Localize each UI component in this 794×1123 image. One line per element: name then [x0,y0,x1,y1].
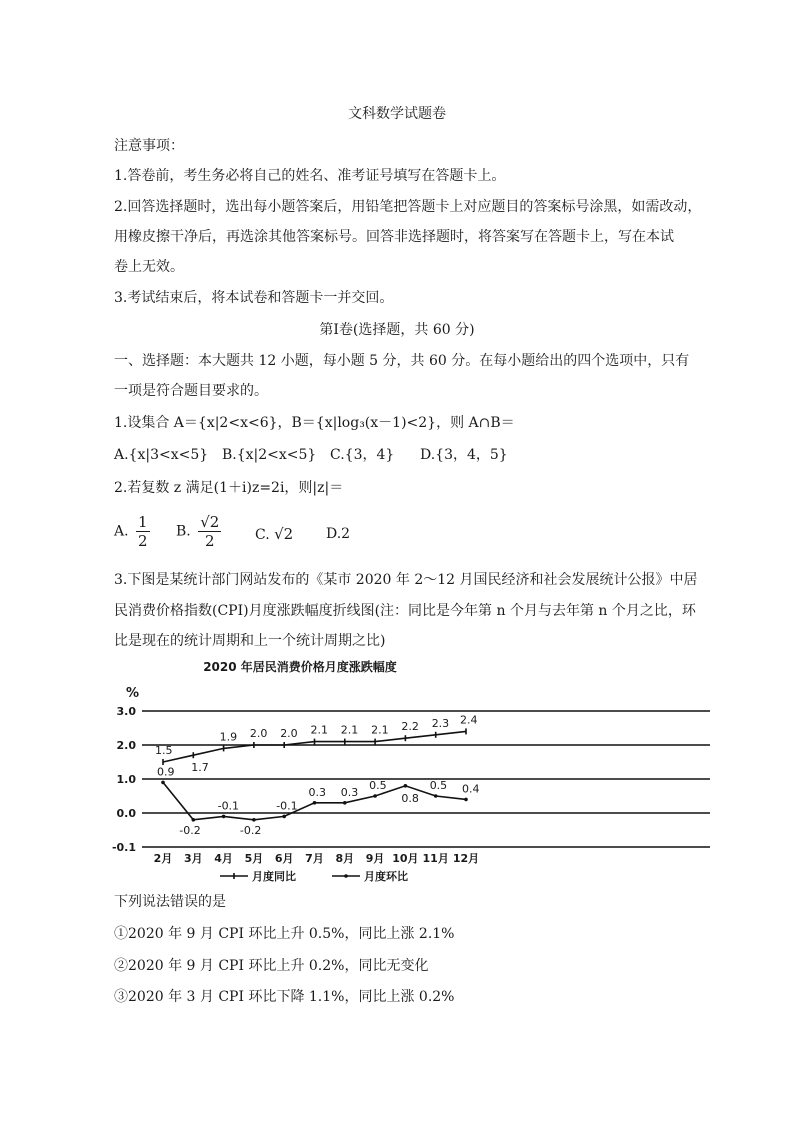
chart-y-ticks [112,705,136,854]
question-2-stem: 2.若复数 z 满足(1＋i)z=2i，则|z|＝ [114,480,344,496]
chart-data-label: 2.3 [431,716,450,730]
section-intro: 一、选择题：本大题共 12 小题，每小题 5 分，共 60 分。在每小题给出的四个选项中，只有 [114,353,690,369]
chart-data-label: 0.8 [401,791,419,805]
chart-data-label: 2.1 [310,723,328,737]
chart-y-axis-label: % [126,686,140,701]
chart-x-tick-label: 7月 [305,852,324,865]
notice-item: 3.考试结束后，将本试卷和答题卡一并交回。 [114,290,394,306]
chart-legend [220,869,408,883]
chart-x-ticks [154,852,479,865]
chart-point [192,818,196,822]
fraction-numerator: √2 [200,513,220,531]
chart-data-label: -0.1 [217,799,240,813]
chart-x-tick-label: 4月 [214,852,233,865]
statement: ②2020 年 9 月 CPI 环比上升 0.2%，同比无变化 [114,958,429,974]
q2-option-a [114,513,150,550]
chart-data-label: 0.3 [340,785,359,799]
q1-option-a: A.{x|3<x<5} [114,447,209,463]
chart-data-label: 1.5 [155,744,173,757]
chart-point [313,801,317,805]
chart-x-tick-label: 11月 [422,852,449,865]
statement: ③2020 年 3 月 CPI 环比下降 1.1%，同比上涨 0.2% [114,989,455,1005]
chart-data-label: 0.5 [429,779,448,792]
q2-option-b-label: B. [176,523,191,540]
chart-data-label: -0.2 [179,823,201,837]
fraction-denominator: 2 [138,532,148,550]
chart-data-label: 0.4 [462,782,480,796]
q2-option-a-fraction [136,513,150,550]
section-intro: 一项是符合题目要求的。 [114,383,268,399]
chart-point [282,815,286,819]
chart-x-tick-label: 6月 [274,852,294,865]
chart-point [404,784,408,788]
chart-point [373,794,377,798]
chart-point [161,781,165,785]
chart-data-label: 2.4 [460,713,478,727]
chart-x-tick-label: 3月 [183,852,203,865]
notice-item: 卷上无效。 [114,259,184,275]
chart-data-label: 1.7 [191,761,209,775]
question-1-stem: 1.设集合 A＝{x|2<x<6}，B＝{x|log₃(x－1)<2}，则 A∩B＝ [114,415,515,431]
chart-data-label: 0.3 [308,785,326,799]
notice-item: 用橡皮擦干净后，再选涂其他答案标号。回答非选择题时，将答案写在答题卡上，写在本试 [114,229,674,245]
q2-option-c-label: C. [255,527,270,543]
page-title: 文科数学试题卷 [348,106,446,122]
chart-x-tick-label: 12月 [452,852,480,865]
q1-option-d: D.{3，4，5} [420,447,508,463]
q2-option-a-label: A. [114,523,129,540]
chart-series [155,713,480,836]
q1-option-b: B.{x|2<x<5} [222,447,317,463]
chart-x-tick-label: 9月 [365,852,385,865]
legend-marker-mom [344,874,348,878]
chart-y-tick-label: 3.0 [116,705,136,718]
chart-point [434,794,438,798]
chart-x-tick-label: 10月 [392,852,419,865]
chart-point [464,798,468,802]
chart-y-tick-label: 2.0 [116,739,136,752]
chart-data-label: 1.9 [219,730,238,744]
chart-data-label: 0.9 [157,765,175,779]
chart-y-tick-label: 1.0 [116,773,136,786]
legend-label-yoy: 月度同比 [252,870,296,883]
section-title: 第Ⅰ卷(选择题，共 60 分) [319,322,475,338]
notice-item: 2.回答选择题时，选出每小题答案后，用铅笔把答题卡上对应题目的答案标号涂黑，如需改动， [114,199,702,215]
notice-heading: 注意事项： [114,138,184,154]
q1-option-c: C.{3，4} [330,447,395,463]
q2-option-b-fraction [198,513,221,550]
chart-data-label: 0.5 [369,779,387,792]
chart-point [343,801,347,805]
chart-x-tick-label: 5月 [244,852,264,865]
legend-label-mom: 月度环比 [364,870,408,883]
chart-data-label: -0.1 [276,799,298,813]
q2-option-b [176,513,221,550]
question-3-stem: 3.下图是某统计部门网站发布的《某市 2020 年 2～12 月国民经济和社会发展统计公报》中居 [114,572,698,588]
chart-data-label: 2.0 [249,727,268,740]
chart-data-label: 2.1 [340,723,359,737]
chart-data-label: -0.2 [239,823,262,837]
chart-x-tick-label: 2月 [153,852,173,865]
chart-data-label: 2.1 [371,723,389,737]
question-3-stem: 民消费价格指数(CPI)月度涨跌幅度折线图(注：同比是今年第 n 个月与去年第 n 个月之比，环 [114,603,696,619]
notice-item: 1.答卷前，考生务必将自己的姓名、准考证号填写在答题卡上。 [114,168,506,184]
chart-title: 2020 年居民消费价格月度涨跌幅度 [203,660,397,674]
question-3-stem: 比是现在的统计周期和上一个统计周期之比) [114,633,386,649]
chart-y-tick-label: 0.0 [116,807,136,820]
fraction-numerator: 1 [138,513,148,531]
chart-data-label: 2.0 [280,727,298,740]
statement: ①2020 年 9 月 CPI 环比上升 0.5%，同比上涨 2.1% [114,926,455,942]
fraction-denominator: 2 [204,532,215,550]
q2-option-c [255,524,293,545]
question-3-prompt: 下列说法错误的是 [114,894,226,910]
cpi-line-chart [110,655,720,890]
chart-data-label: 2.2 [401,720,419,734]
q2-option-d: D.2 [326,526,351,542]
chart-y-tick-label: -0.1 [111,841,136,854]
chart-point [252,818,256,822]
chart-x-tick-label: 8月 [335,852,355,865]
chart-point [222,815,226,819]
q2-option-c-value: √2 [274,525,294,543]
